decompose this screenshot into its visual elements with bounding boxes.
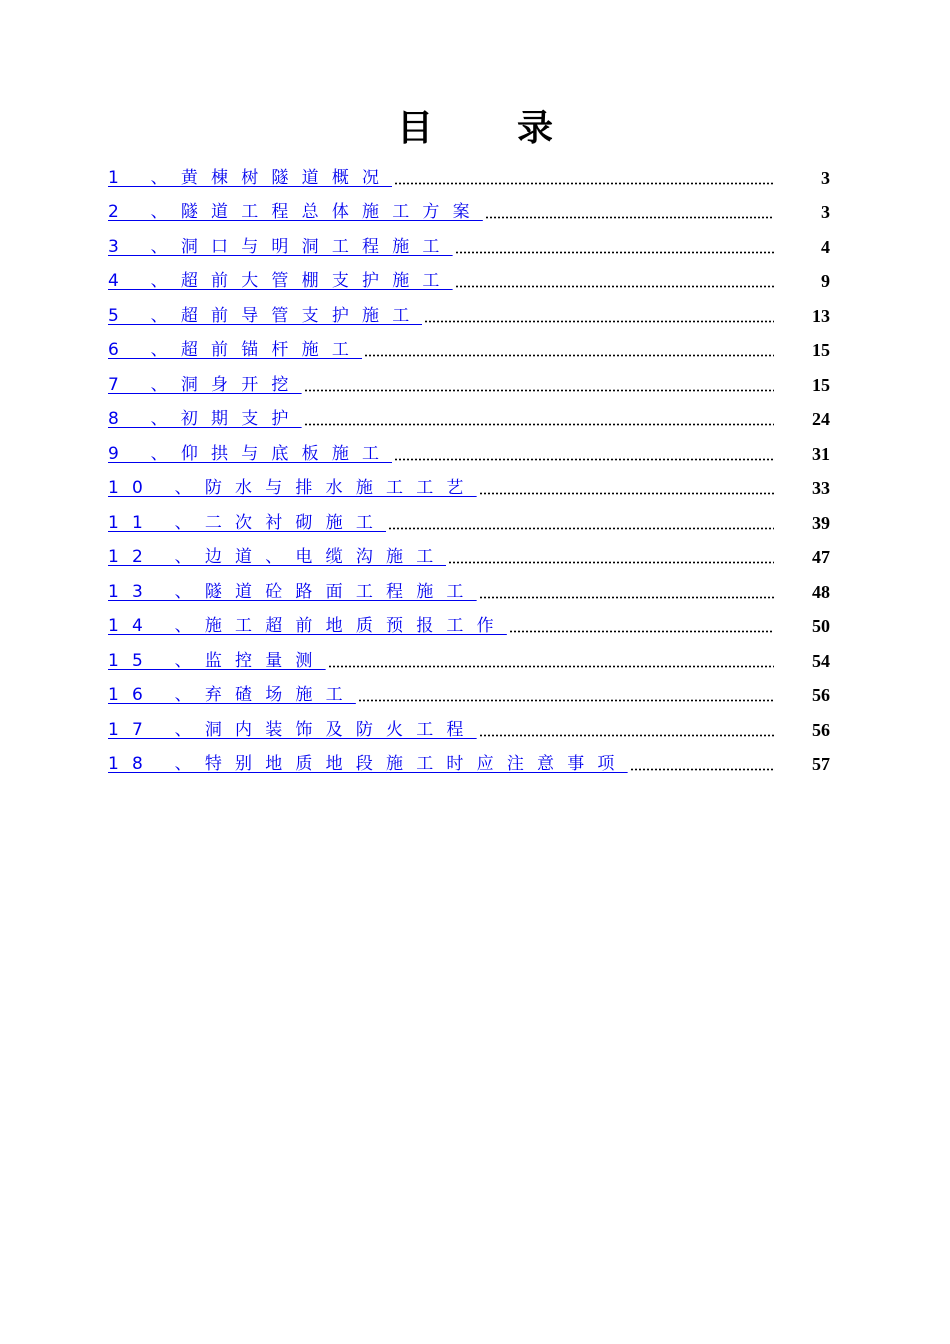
toc-link[interactable]: 1 、黄棟树隧道概况 bbox=[108, 167, 393, 188]
toc-link[interactable]: 7 、洞身开挖 bbox=[108, 374, 302, 395]
toc-link[interactable]: 4 、超前大管棚支护施工 bbox=[108, 271, 453, 291]
toc-page-number: 39 bbox=[812, 512, 830, 533]
toc-entry bbox=[108, 430, 830, 465]
toc-link[interactable]: 10 、防水与排水施工工艺 bbox=[108, 478, 477, 498]
toc-entry bbox=[108, 568, 830, 603]
toc-page-number: 48 bbox=[812, 581, 830, 602]
toc-entry bbox=[108, 258, 830, 293]
toc-page-number: 4 bbox=[821, 236, 830, 257]
toc-page-number: 33 bbox=[812, 478, 830, 498]
toc-link[interactable]: 12 、边道、电缆沟施工 bbox=[108, 547, 447, 567]
toc-page-number: 15 bbox=[812, 374, 830, 395]
toc-entry bbox=[108, 361, 830, 396]
toc-page-number: 9 bbox=[821, 271, 830, 291]
toc-entry bbox=[108, 465, 830, 500]
toc-page-number: 47 bbox=[812, 547, 830, 567]
toc-page-number: 56 bbox=[812, 685, 830, 705]
table-of-contents bbox=[108, 154, 830, 775]
toc-link[interactable]: 16 、弃碴场施工 bbox=[108, 685, 356, 705]
toc-dot-leader bbox=[304, 404, 774, 426]
toc-page-number: 13 bbox=[812, 305, 830, 326]
toc-dot-leader bbox=[455, 266, 774, 288]
toc-dot-leader bbox=[424, 301, 774, 323]
toc-entry bbox=[108, 499, 830, 534]
toc-link[interactable]: 14 、施工超前地质预报工作 bbox=[108, 616, 507, 636]
toc-link[interactable]: 17 、洞内装饰及防火工程 bbox=[108, 719, 477, 740]
toc-dot-leader bbox=[479, 577, 774, 599]
toc-entry bbox=[108, 396, 830, 431]
page-title: 目录 bbox=[396, 107, 637, 149]
toc-dot-leader bbox=[479, 715, 774, 737]
toc-dot-leader bbox=[455, 232, 774, 254]
toc-page-number: 50 bbox=[812, 616, 830, 636]
toc-link[interactable]: 6 、超前锚杆施工 bbox=[108, 340, 363, 360]
toc-entry bbox=[108, 603, 830, 638]
toc-entry bbox=[108, 534, 830, 569]
toc-link[interactable]: 13 、隧道砼路面工程施工 bbox=[108, 581, 477, 602]
toc-link[interactable]: 5 、超前导管支护施工 bbox=[108, 305, 423, 326]
toc-entry bbox=[108, 327, 830, 362]
toc-link[interactable]: 18 、特别地质地段施工时应注意事项 bbox=[108, 754, 628, 774]
toc-link[interactable]: 8 、初期支护 bbox=[108, 409, 302, 429]
toc-entry bbox=[108, 223, 830, 258]
toc-page-number: 56 bbox=[812, 719, 830, 740]
toc-page-number: 57 bbox=[812, 754, 830, 774]
toc-dot-leader bbox=[364, 335, 774, 357]
toc-dot-leader bbox=[394, 163, 774, 185]
toc-dot-leader bbox=[388, 508, 774, 530]
toc-dot-leader bbox=[328, 646, 774, 668]
toc-entry bbox=[108, 672, 830, 707]
toc-dot-leader bbox=[304, 370, 774, 392]
toc-link[interactable]: 11 、二次衬砌施工 bbox=[108, 512, 387, 533]
toc-page-number: 15 bbox=[812, 340, 830, 360]
toc-dot-leader bbox=[509, 611, 774, 633]
toc-link[interactable]: 3 、洞口与明洞工程施工 bbox=[108, 236, 453, 257]
toc-entry bbox=[108, 637, 830, 672]
toc-entry bbox=[108, 154, 830, 189]
toc-page-number: 31 bbox=[812, 443, 830, 464]
toc-page-number: 3 bbox=[821, 202, 830, 222]
toc-page-number: 24 bbox=[812, 409, 830, 429]
toc-link[interactable]: 15 、监控量测 bbox=[108, 650, 326, 671]
toc-dot-leader bbox=[448, 542, 774, 564]
toc-dot-leader bbox=[485, 197, 774, 219]
toc-dot-leader bbox=[394, 439, 774, 461]
toc-entry bbox=[108, 189, 830, 224]
toc-dot-leader bbox=[479, 473, 774, 495]
toc-entry bbox=[108, 741, 830, 776]
toc-link[interactable]: 9 、仰拱与底板施工 bbox=[108, 443, 393, 464]
toc-entry bbox=[108, 292, 830, 327]
toc-page-number: 54 bbox=[812, 650, 830, 671]
toc-dot-leader bbox=[358, 680, 774, 702]
toc-dot-leader bbox=[630, 749, 774, 771]
toc-entry bbox=[108, 706, 830, 741]
toc-link[interactable]: 2 、隧道工程总体施工方案 bbox=[108, 202, 483, 222]
toc-page-number: 3 bbox=[821, 167, 830, 188]
